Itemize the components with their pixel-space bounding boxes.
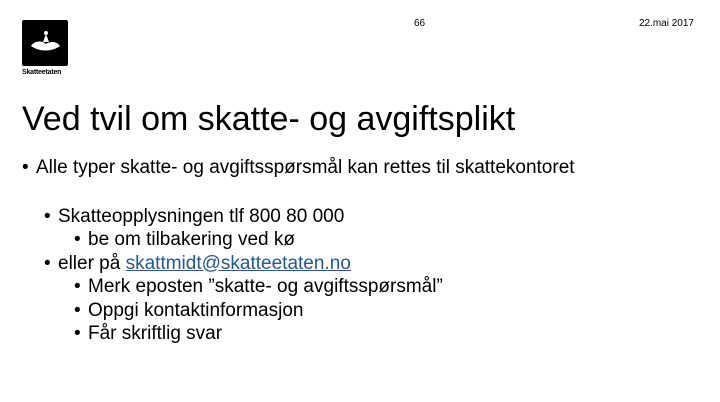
bullet-main-text: Alle typer skatte- og avgiftsspørsmål kan rettes til skattekontoret xyxy=(36,157,575,178)
bullet-icon: • xyxy=(74,276,81,297)
bullet-email-prefix: eller på xyxy=(58,252,126,274)
spacer xyxy=(22,180,575,205)
bullet-icon: • xyxy=(44,252,51,274)
bullet-written-reply-text: Får skriftlig svar xyxy=(88,323,223,344)
skatteetaten-logo xyxy=(22,20,70,78)
slide-title: Ved tvil om skatte- og avgiftsplikt xyxy=(22,100,516,138)
logo-mark-icon xyxy=(22,20,68,66)
bullet-callback xyxy=(22,228,575,252)
bullet-callback-text: be om tilbakering ved kø xyxy=(88,229,295,250)
logo-emblem-icon xyxy=(22,20,68,66)
bullet-contact-info xyxy=(22,299,575,323)
email-link[interactable]: skattmidt@skatteetaten.no xyxy=(125,252,351,274)
bullet-icon: • xyxy=(74,323,81,344)
bullet-icon: • xyxy=(22,157,29,178)
bullet-subject-note-text: Merk eposten ”skatte- og avgiftsspørsmål” xyxy=(88,276,443,297)
bullet-written-reply xyxy=(22,322,575,346)
date: 22.mai 2017 xyxy=(638,18,694,29)
bullet-contact-info-text: Oppgi kontaktinformasjon xyxy=(88,299,304,321)
page-number: 66 xyxy=(414,18,426,29)
bullet-phone-text: Skatteopplysningen tlf 800 80 000 xyxy=(58,205,345,227)
bullet-subject-note xyxy=(22,275,575,299)
bullet-main xyxy=(22,156,575,180)
bullet-icon: • xyxy=(44,205,51,227)
bullet-phone xyxy=(22,205,575,229)
bullet-list xyxy=(22,156,575,346)
logo-text: Skatteetaten xyxy=(22,69,62,76)
bullet-icon: • xyxy=(74,299,81,321)
bullet-email xyxy=(22,252,575,276)
bullet-icon: • xyxy=(74,229,81,250)
